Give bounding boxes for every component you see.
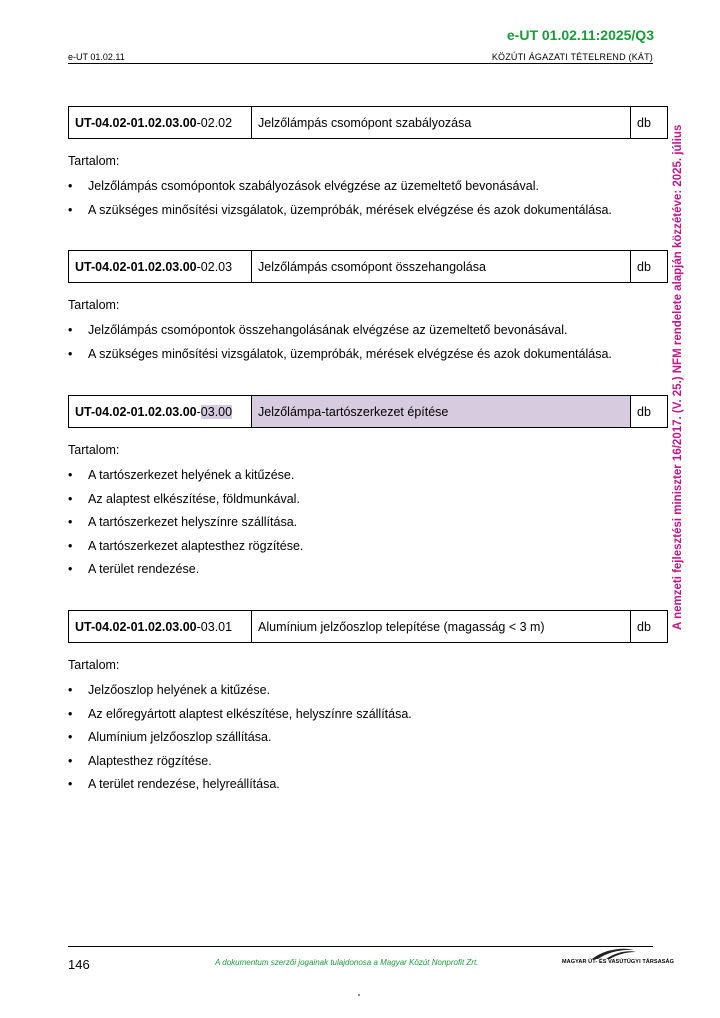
- content-label: Tartalom:: [68, 154, 120, 168]
- list-item: • Alumínium jelzőoszlop szállítása.: [68, 729, 412, 753]
- content-label: Tartalom:: [68, 443, 120, 457]
- item-name: Alumínium jelzőoszlop telepítése (magasság < 3 m): [252, 611, 631, 642]
- item-unit: db: [637, 115, 651, 130]
- page-header: [68, 52, 653, 64]
- bullet-list: [68, 682, 412, 800]
- item-code-prefix: UT-04.02-01.02.03.00: [75, 259, 197, 274]
- item-code-prefix: UT-04.02-01.02.03.00: [75, 619, 197, 634]
- item-code-highlight: 03.00: [200, 404, 233, 419]
- item-unit: db: [637, 619, 651, 634]
- list-item: • A tartószerkezet helyének a kitűzése.: [68, 467, 303, 491]
- bullet-list: [68, 467, 303, 585]
- copyright-notice: A dokumentum szerzői jogainak tulajdonosa a Magyar Közút Nonprofit Zrt.: [215, 958, 479, 967]
- list-item: • A tartószerkezet alaptesthez rögzítése.: [68, 538, 303, 562]
- bullet-list: [68, 178, 612, 225]
- item-table: [68, 610, 668, 643]
- content-label: Tartalom:: [68, 658, 120, 672]
- list-item: • Az alaptest elkészítése, földmunkával.: [68, 491, 303, 515]
- list-item: • A tartószerkezet helyszínre szállítása.: [68, 514, 303, 538]
- item-table: [68, 250, 668, 283]
- item-code: [69, 396, 252, 427]
- logo-text: MAGYAR ÚT- ÉS VASÚTÜGYI TÁRSASÁG: [562, 959, 674, 965]
- list-item: • Az előregyártott alaptest elkészítése, helyszínre szállítása.: [68, 706, 412, 730]
- list-item: • A terület rendezése.: [68, 561, 303, 585]
- document-code: e-UT 01.02.11:2025/Q3: [506, 27, 654, 43]
- item-name: Jelzőlámpás csomópont szabályozása: [252, 107, 631, 138]
- item-code: [69, 611, 252, 642]
- item-code-prefix: UT-04.02-01.02.03.00: [75, 115, 197, 130]
- item-code-suffix: -02.03: [196, 259, 233, 274]
- header-right: KÖZÚTI ÁGAZATI TÉTELREND (KÁT): [491, 52, 653, 62]
- item-code-suffix: -02.02: [196, 115, 233, 130]
- item-table: [68, 395, 668, 428]
- list-item: • A szükséges minősítési vizsgálatok, üzempróbák, mérések elvégzése és azok dokumentálása.: [68, 346, 612, 370]
- item-unit: db: [637, 404, 651, 419]
- scan-dot: [358, 994, 360, 996]
- item-unit: db: [637, 259, 651, 274]
- list-item: • A szükséges minősítési vizsgálatok, üzempróbák, mérések elvégzése és azok dokumentálása.: [68, 202, 612, 226]
- item-code: [69, 251, 252, 282]
- item-code-dash: -: [196, 404, 201, 419]
- list-item: • Jelzőlámpás csomópontok szabályozások elvégzése az üzemeltető bevonásával.: [68, 178, 612, 202]
- side-note: A nemzeti fejlesztési miniszter 16/2017. (V. 25.) NFM rendelete alapján közzétéve: 2025. július: [672, 124, 684, 630]
- bullet-list: [68, 322, 612, 369]
- list-item: • Alaptesthez rögzítése.: [68, 753, 412, 777]
- header-left: e-UT 01.02.11: [68, 52, 125, 62]
- list-item: • A terület rendezése, helyreállítása.: [68, 776, 412, 800]
- page-number: 146: [68, 957, 90, 972]
- list-item: • Jelzőoszlop helyének a kitűzése.: [68, 682, 412, 706]
- content-label: Tartalom:: [68, 298, 120, 312]
- item-code-suffix: -03.01: [196, 619, 233, 634]
- item-name: Jelzőlámpás csomópont összehangolása: [252, 251, 631, 282]
- item-code: [69, 107, 252, 138]
- list-item: • Jelzőlámpás csomópontok összehangolásának elvégzése az üzemeltető bevonásával.: [68, 322, 612, 346]
- item-name: Jelzőlámpa-tartószerkezet építése: [252, 396, 631, 427]
- society-logo: [562, 947, 674, 969]
- item-code-prefix: UT-04.02-01.02.03.00: [75, 404, 197, 419]
- item-table: [68, 106, 668, 139]
